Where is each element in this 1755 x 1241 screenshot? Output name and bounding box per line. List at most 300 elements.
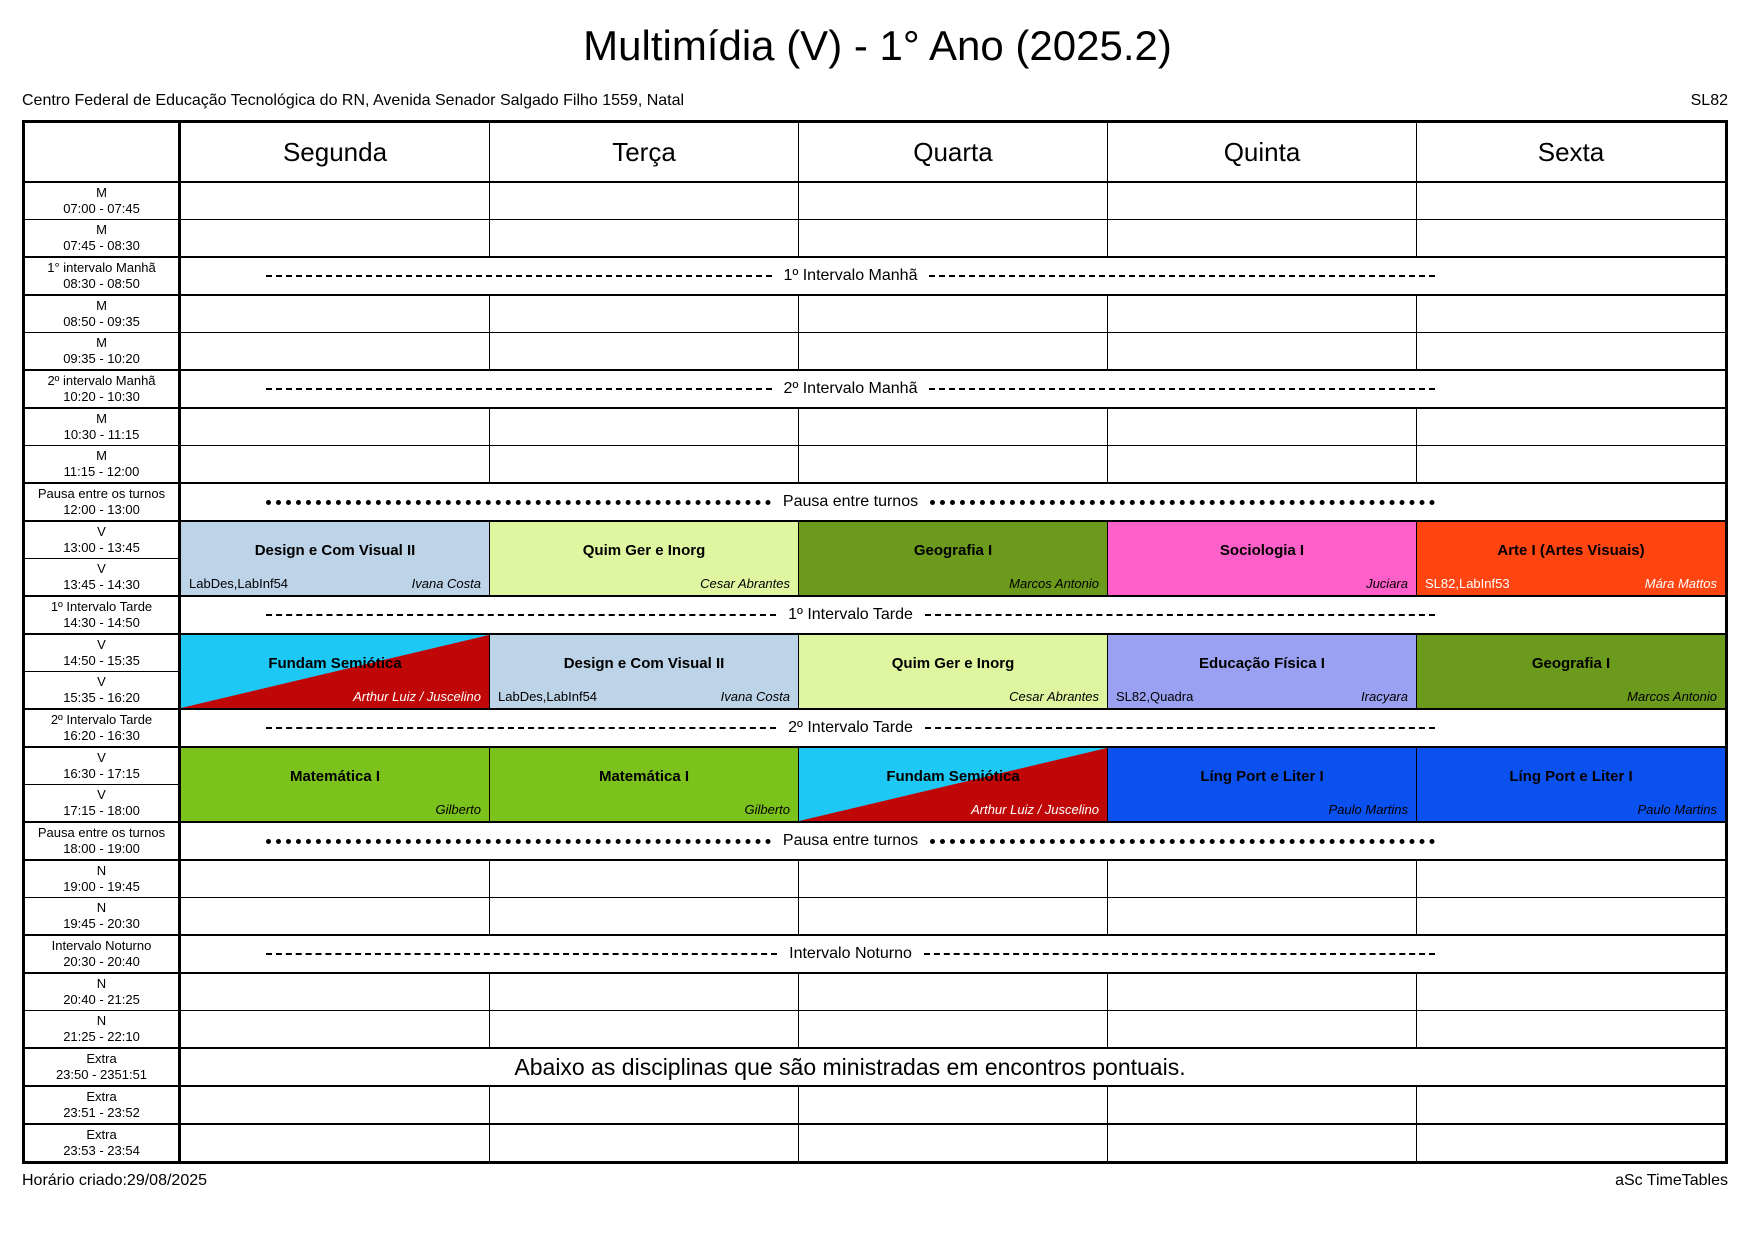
time-label: [25, 296, 178, 333]
break-row: [181, 371, 1725, 407]
row-group-body: [181, 183, 1725, 256]
time-label-range: 23:50 - 2351:51: [55, 1067, 148, 1082]
time-label-range: 07:45 - 08:30: [63, 238, 140, 253]
time-label: [25, 484, 178, 520]
class-meta-row: [1108, 686, 1416, 708]
class-meta-row: [1417, 573, 1725, 595]
room-label: SL82,Quadra: [1116, 689, 1194, 704]
subject-label: Líng Port e Liter I: [1509, 767, 1633, 785]
row-group-body: [181, 748, 1725, 821]
break-label: 2º Intervalo Manhã: [783, 380, 918, 397]
empty-cell: [181, 861, 490, 897]
row-group: [25, 936, 1725, 974]
row-group-body: [181, 371, 1725, 407]
subject-label: Matemática I: [289, 767, 381, 785]
subject-label: Fundam Semiótica: [268, 654, 402, 672]
row-group-body: [181, 522, 1725, 595]
time-label-range: 19:00 - 19:45: [63, 879, 140, 894]
time-label-column: [25, 296, 181, 369]
empty-row: [181, 1125, 1725, 1161]
time-label-column: [25, 1087, 181, 1123]
time-label-range: 23:53 - 23:54: [63, 1143, 140, 1158]
row-group: [25, 183, 1725, 258]
time-label-shift: M: [96, 222, 107, 238]
row-group-body: [181, 635, 1725, 708]
row-group: [25, 710, 1725, 748]
empty-cell: [181, 296, 490, 332]
time-label-column: [25, 748, 181, 821]
time-label-shift: N: [96, 976, 107, 992]
class-meta-row: [490, 799, 798, 821]
teacher-label: Paulo Martins: [1637, 802, 1717, 817]
break-label: Intervalo Noturno: [789, 945, 912, 962]
class-cell: [490, 522, 799, 595]
time-label-range: 19:45 - 20:30: [63, 916, 140, 931]
row-group: [25, 1087, 1725, 1125]
room-label: LabDes,LabInf54: [498, 689, 598, 704]
class-cell: [1417, 748, 1725, 821]
empty-cell: [1108, 974, 1417, 1010]
teacher-label: Cesar Abrantes: [700, 576, 790, 591]
time-label-column: [25, 409, 181, 482]
teacher-label: Mára Mattos: [1644, 576, 1717, 591]
subject-label: Geografia I: [913, 541, 993, 559]
empty-cell: [1417, 333, 1725, 369]
break-label: 1º Intervalo Tarde: [788, 606, 913, 623]
class-cell: [181, 748, 490, 821]
time-label-shift: M: [96, 448, 107, 464]
empty-cell: [490, 446, 799, 482]
class-meta-row: [1108, 573, 1416, 595]
time-label-range: 07:00 - 07:45: [63, 201, 140, 216]
class-row: [181, 635, 1725, 708]
class-cell: [1417, 522, 1725, 595]
class-row: [181, 748, 1725, 821]
empty-cell: [490, 1125, 799, 1161]
empty-cell: [1417, 1087, 1725, 1123]
time-label-shift: V: [97, 750, 106, 766]
empty-cell: [1108, 409, 1417, 445]
empty-cell: [181, 220, 490, 256]
organization-address: Centro Federal de Educação Tecnológica do RN, Avenida Senador Salgado Filho 1559, Natal: [22, 92, 685, 109]
break-leader-line: [266, 275, 772, 277]
time-label-shift: Pausa entre os turnos: [37, 486, 166, 502]
time-label-shift: N: [96, 863, 107, 879]
time-label-shift: 1° intervalo Manhã: [47, 260, 156, 276]
class-cell: [1417, 635, 1725, 708]
teacher-label: Ivana Costa: [720, 689, 790, 704]
class-cell: [1108, 748, 1417, 821]
break-leader-line: [266, 953, 777, 955]
row-group: [25, 861, 1725, 936]
empty-cell: [1417, 1011, 1725, 1047]
break-leader-line: [266, 727, 776, 729]
empty-cell: [799, 446, 1108, 482]
time-label: [25, 597, 178, 633]
empty-row: [181, 333, 1725, 369]
break-leader-line: [266, 500, 771, 505]
time-label-shift: Extra: [86, 1089, 117, 1105]
empty-cell: [1417, 1125, 1725, 1161]
row-group: [25, 296, 1725, 371]
empty-cell: [181, 333, 490, 369]
break-row: [181, 258, 1725, 294]
empty-cell: [799, 296, 1108, 332]
time-label-range: 17:15 - 18:00: [63, 803, 140, 818]
time-label-range: 10:30 - 11:15: [63, 427, 140, 442]
empty-cell: [799, 220, 1108, 256]
empty-cell: [1108, 446, 1417, 482]
break-row: [181, 936, 1725, 972]
time-label-range: 16:20 - 16:30: [63, 728, 140, 743]
timetable: [22, 120, 1728, 1164]
time-label-column: [25, 936, 181, 972]
time-label-column: [25, 974, 181, 1047]
empty-cell: [799, 1125, 1108, 1161]
time-label: [25, 1049, 178, 1085]
row-group: [25, 409, 1725, 484]
time-label-range: 09:35 - 10:20: [63, 351, 140, 366]
day-header: Sexta: [1537, 136, 1605, 167]
empty-cell: [799, 1011, 1108, 1047]
time-label-column: [25, 635, 181, 708]
time-label-range: 13:00 - 13:45: [63, 540, 140, 555]
empty-row: [181, 974, 1725, 1011]
subject-label: Matemática I: [598, 767, 690, 785]
subject-label: Design e Com Visual II: [563, 654, 725, 672]
teacher-label: Marcos Antonio: [1009, 576, 1099, 591]
time-label-shift: N: [96, 1013, 107, 1029]
break-leader-line: [925, 614, 1435, 616]
time-label-shift: V: [97, 637, 106, 653]
empty-cell: [1108, 1087, 1417, 1123]
time-label-range: 15:35 - 16:20: [63, 690, 140, 705]
time-label-column: [25, 484, 181, 520]
row-group-body: [181, 484, 1725, 520]
break-leader-line: [930, 839, 1435, 844]
subject-label: Sociologia I: [1219, 541, 1305, 559]
class-meta-row: [490, 686, 798, 708]
row-group-body: [181, 296, 1725, 369]
break-leader-line: [929, 275, 1435, 277]
teacher-label: Paulo Martins: [1328, 802, 1408, 817]
empty-cell: [490, 296, 799, 332]
time-label-range: 21:25 - 22:10: [63, 1029, 140, 1044]
time-label: [25, 1125, 178, 1161]
empty-cell: [490, 183, 799, 219]
subject-label: Geografia I: [1531, 654, 1611, 672]
time-label-range: 14:30 - 14:50: [63, 615, 140, 630]
time-label-shift: Intervalo Noturno: [51, 938, 152, 954]
time-label-range: 08:30 - 08:50: [63, 276, 140, 291]
time-label: [25, 409, 178, 446]
row-group-body: [181, 1087, 1725, 1123]
subject-label: Líng Port e Liter I: [1200, 767, 1324, 785]
subject-label: Quim Ger e Inorg: [582, 541, 706, 559]
time-label: [25, 371, 178, 407]
row-group-body: [181, 597, 1725, 633]
time-label-column: [25, 258, 181, 294]
timetable-header-row: [25, 123, 1725, 183]
break-row: [181, 823, 1725, 859]
break-label: Pausa entre turnos: [782, 493, 919, 510]
empty-cell: [799, 409, 1108, 445]
time-label: [25, 1087, 178, 1123]
extra-message: Abaixo as disciplinas que são ministradas em encontros pontuais.: [514, 1053, 1186, 1080]
row-group: [25, 597, 1725, 635]
class-cell: [1108, 522, 1417, 595]
time-label: [25, 823, 178, 859]
time-label-shift: Extra: [86, 1127, 117, 1143]
empty-cell: [490, 220, 799, 256]
time-label: [25, 446, 178, 482]
row-group-body: [181, 710, 1725, 746]
empty-cell: [181, 1011, 490, 1047]
time-label-range: 11:15 - 12:00: [63, 464, 140, 479]
time-label-range: 18:00 - 19:00: [63, 841, 140, 856]
time-label-range: 13:45 - 14:30: [63, 577, 140, 592]
time-label-shift: V: [97, 787, 106, 803]
class-cell: [799, 635, 1108, 708]
empty-cell: [181, 1087, 490, 1123]
empty-cell: [799, 861, 1108, 897]
empty-cell: [181, 446, 490, 482]
time-label-range: 08:50 - 09:35: [63, 314, 140, 329]
row-group-body: [181, 936, 1725, 972]
class-cell: [799, 748, 1108, 821]
row-group: [25, 1049, 1725, 1087]
time-label-column: [25, 1125, 181, 1161]
row-group: [25, 748, 1725, 823]
teacher-label: Iracyara: [1361, 689, 1408, 704]
row-group: [25, 484, 1725, 522]
class-cell: [799, 522, 1108, 595]
break-label: Pausa entre turnos: [782, 832, 919, 849]
class-cell: [490, 635, 799, 708]
empty-cell: [1417, 296, 1725, 332]
created-date: Horário criado:29/08/2025: [22, 1172, 208, 1189]
teacher-label: Arthur Luiz / Juscelino: [971, 802, 1099, 817]
time-label-shift: M: [96, 335, 107, 351]
header-info-row: [22, 92, 1728, 110]
break-leader-line: [266, 614, 776, 616]
empty-row: [181, 1087, 1725, 1123]
break-label: 2º Intervalo Tarde: [788, 719, 913, 736]
time-label-range: 10:20 - 10:30: [63, 389, 140, 404]
time-label-range: 20:30 - 20:40: [63, 954, 140, 969]
time-label-column: [25, 522, 181, 595]
time-label-shift: M: [96, 411, 107, 427]
row-group: [25, 635, 1725, 710]
empty-cell: [1108, 220, 1417, 256]
empty-cell: [799, 1087, 1108, 1123]
empty-cell: [1417, 974, 1725, 1010]
empty-cell: [1108, 296, 1417, 332]
teacher-label: Gilberto: [744, 802, 790, 817]
class-cell: [490, 748, 799, 821]
empty-row: [181, 296, 1725, 333]
empty-cell: [1417, 183, 1725, 219]
asc-timetables-brand: aSc TimeTables: [1615, 1172, 1728, 1189]
footer-row: [22, 1172, 1728, 1190]
empty-cell: [1108, 1011, 1417, 1047]
day-header: Quinta: [1108, 123, 1417, 181]
class-meta-row: [181, 686, 489, 708]
row-group-body: [181, 1049, 1725, 1085]
time-label-range: 23:51 - 23:52: [63, 1105, 140, 1120]
class-meta-row: [181, 799, 489, 821]
empty-cell: [181, 409, 490, 445]
time-label: [25, 258, 178, 294]
row-group-body: [181, 861, 1725, 934]
time-label-column: [25, 183, 181, 256]
break-leader-line: [924, 953, 1435, 955]
time-label-range: 14:50 - 15:35: [63, 653, 140, 668]
time-label-shift: M: [96, 298, 107, 314]
time-label-shift: V: [97, 674, 106, 690]
class-row: [181, 522, 1725, 595]
day-header: Quarta: [799, 123, 1108, 181]
empty-cell: [490, 898, 799, 934]
time-label-shift: V: [97, 524, 106, 540]
empty-cell: [1417, 220, 1725, 256]
class-cell: [1108, 635, 1417, 708]
row-group-body: [181, 409, 1725, 482]
time-label: [25, 522, 178, 559]
row-group: [25, 522, 1725, 597]
break-row: [181, 597, 1725, 633]
class-meta-row: [490, 573, 798, 595]
empty-cell: [490, 409, 799, 445]
empty-cell: [1108, 1125, 1417, 1161]
time-label: [25, 974, 178, 1011]
break-leader-line: [929, 388, 1435, 390]
empty-cell: [1108, 183, 1417, 219]
teacher-label: Gilberto: [435, 802, 481, 817]
empty-cell: [799, 333, 1108, 369]
timetable-body: [25, 183, 1725, 1161]
time-label-shift: N: [96, 900, 107, 916]
empty-row: [181, 861, 1725, 898]
teacher-label: Marcos Antonio: [1627, 689, 1717, 704]
empty-cell: [1417, 446, 1725, 482]
empty-row: [181, 898, 1725, 934]
row-group: [25, 258, 1725, 296]
teacher-label: Arthur Luiz / Juscelino: [353, 689, 481, 704]
break-leader-line: [266, 839, 771, 844]
day-header: Terça: [490, 123, 799, 181]
subject-label: Educação Física I: [1199, 654, 1325, 672]
class-meta-row: [799, 686, 1107, 708]
time-label-column: [25, 710, 181, 746]
teacher-label: Ivana Costa: [411, 576, 481, 591]
time-label-shift: V: [97, 561, 106, 577]
teacher-label: Cesar Abrantes: [1009, 689, 1099, 704]
row-group-body: [181, 974, 1725, 1047]
time-label: [25, 559, 178, 595]
time-label: [25, 183, 178, 220]
break-leader-line: [266, 388, 772, 390]
empty-cell: [490, 861, 799, 897]
row-group: [25, 371, 1725, 409]
class-meta-row: [799, 573, 1107, 595]
time-label: [25, 710, 178, 746]
subject-label: Design e Com Visual II: [254, 541, 416, 559]
time-label: [25, 220, 178, 256]
time-label: [25, 1011, 178, 1047]
time-label-shift: Pausa entre os turnos: [37, 825, 166, 841]
page-title: Multimídia (V) - 1° Ano (2025.2): [583, 22, 1172, 69]
row-group: [25, 1125, 1725, 1161]
break-row: [181, 484, 1725, 520]
time-label: [25, 748, 178, 785]
class-meta-row: [1417, 799, 1725, 821]
row-group-body: [181, 823, 1725, 859]
room-label: SL82,LabInf53: [1425, 576, 1510, 591]
time-label: [25, 785, 178, 821]
time-label: [25, 861, 178, 898]
time-label-range: 20:40 - 21:25: [63, 992, 140, 1007]
empty-row: [181, 446, 1725, 482]
class-cell: [181, 522, 490, 595]
time-label-column: [25, 371, 181, 407]
subject-label: Arte I (Artes Visuais): [1497, 541, 1645, 559]
empty-row: [181, 220, 1725, 256]
row-group: [25, 974, 1725, 1049]
time-label-shift: Extra: [86, 1051, 117, 1067]
subject-label: Quim Ger e Inorg: [891, 654, 1015, 672]
time-label: [25, 898, 178, 934]
room-code: SL82: [1690, 92, 1728, 109]
empty-cell: [490, 1087, 799, 1123]
empty-row: [181, 409, 1725, 446]
class-meta-row: [181, 573, 489, 595]
class-cell: [181, 635, 490, 708]
time-label: [25, 635, 178, 672]
time-label-range: 12:00 - 13:00: [63, 502, 140, 517]
time-label-column: [25, 823, 181, 859]
class-meta-row: [1417, 686, 1725, 708]
time-label: [25, 936, 178, 972]
empty-cell: [181, 183, 490, 219]
row-group-body: [181, 258, 1725, 294]
time-label-shift: M: [96, 185, 107, 201]
time-label-column: [25, 861, 181, 934]
class-meta-row: [799, 799, 1107, 821]
empty-cell: [181, 974, 490, 1010]
empty-cell: [181, 1125, 490, 1161]
time-label-shift: 2º Intervalo Tarde: [50, 712, 153, 728]
empty-cell: [490, 974, 799, 1010]
room-label: LabDes,LabInf54: [189, 576, 289, 591]
time-label-column: [25, 597, 181, 633]
subject-label: Fundam Semiótica: [886, 767, 1020, 785]
empty-cell: [1417, 898, 1725, 934]
empty-cell: [181, 898, 490, 934]
time-label-shift: 2º intervalo Manhã: [47, 373, 156, 389]
teacher-label: Juciara: [1366, 576, 1408, 591]
time-label-range: 16:30 - 17:15: [63, 766, 140, 781]
empty-cell: [490, 333, 799, 369]
day-header: Segunda: [181, 123, 490, 181]
class-meta-row: [1108, 799, 1416, 821]
break-label: 1º Intervalo Manhã: [783, 267, 918, 284]
break-leader-line: [930, 500, 1435, 505]
empty-cell: [1108, 861, 1417, 897]
empty-cell: [1108, 898, 1417, 934]
empty-row: [181, 1011, 1725, 1047]
empty-cell: [490, 1011, 799, 1047]
